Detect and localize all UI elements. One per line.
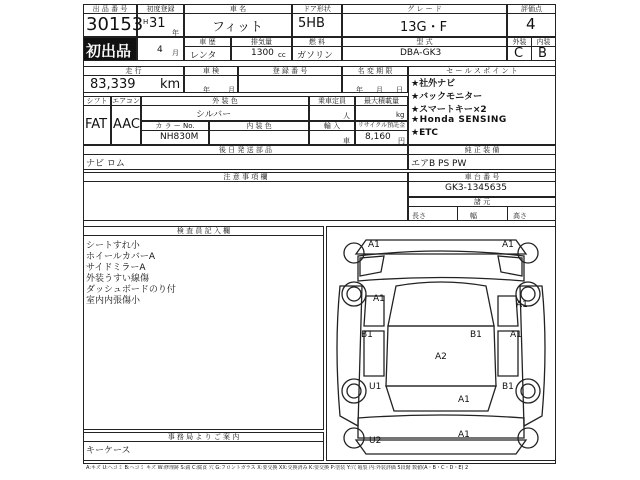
mileage: 83,339 — [90, 77, 136, 92]
color-no: NH830M — [160, 132, 199, 142]
mark-a2: A2 — [435, 352, 447, 362]
mark-a1-rear: A1 — [458, 395, 470, 405]
first-reg-label: 初度登録 — [146, 5, 175, 13]
sales-point-5: ★ETC — [411, 128, 438, 138]
rear-bumper-outline — [356, 440, 526, 454]
displacement: 1300 — [251, 48, 274, 58]
inspection-label: 車 検 — [202, 67, 220, 75]
wheel-rear-left — [342, 379, 366, 403]
inspection-year-unit: 年 — [203, 86, 210, 94]
registration-label: 登 録 番 号 — [272, 67, 308, 75]
mark-u2: U2 — [369, 436, 382, 446]
interior-grade: B — [538, 46, 547, 61]
inspector-item-1: シートすれ小 — [86, 241, 140, 251]
wheel-rear-right — [516, 379, 540, 403]
color-no-label: カ ラ ー No. — [155, 122, 195, 130]
recycle-fee: 8,160 — [365, 132, 391, 142]
transfer-year-unit: 年 — [356, 86, 363, 94]
inspection-month-unit: 月 — [228, 86, 235, 94]
notes-label: 注 意 事 項 欄 — [223, 173, 268, 181]
rear-deck-outline — [358, 415, 524, 438]
office-value: キーケース — [86, 446, 131, 456]
inspector-item-5: ダッシュボードのり付 — [86, 285, 176, 295]
mark-b1-left: B1 — [361, 330, 373, 340]
legend-text: A:キズ U:へコミ B:ヘコミ キズ W:修理跡 S:錆 C:腐食 穴 G:フロントガラス X:要交換 XX:交換済み K:要交換 P:塗装 Y:穴 亀裂 内:外装評価 5段階 数値(A・B・C・D・E) 2 — [86, 465, 469, 471]
load-label: 最大積載量 — [364, 97, 399, 105]
registration-cell — [238, 75, 342, 93]
genuine-value: エアB PS PW — [411, 159, 467, 169]
color: シルバー — [196, 110, 232, 120]
recycle-unit: 円 — [398, 137, 405, 145]
transfer-day-unit: 日 — [396, 86, 403, 94]
sales-point-1: ★社外ナビ — [411, 79, 456, 89]
mark-a1-bottom: A1 — [458, 430, 470, 440]
inspector-item-3: サイドミラーA — [86, 263, 146, 273]
mark-b1-rear: B1 — [502, 382, 514, 392]
sales-point-3: ★スマートキー×2 — [411, 105, 487, 115]
inspector-label: 検 査 員 記 入 欄 — [176, 227, 231, 235]
dim-divider-1 — [457, 206, 458, 221]
dim-divider-2 — [507, 206, 508, 221]
inspector-item-4: 外装うすい線傷 — [86, 274, 150, 284]
capacity-unit: 人 — [343, 112, 350, 120]
wheel-front-right-inner — [521, 287, 535, 301]
width-label: 幅 — [470, 212, 477, 220]
interior-label: 内装 — [536, 38, 551, 46]
model-label: 型 式 — [416, 38, 433, 46]
length-label: 長さ — [412, 212, 426, 220]
inspector-item-2: ホイールカバーA — [86, 252, 155, 262]
notes-box — [83, 181, 408, 221]
grade: 13G・F — [400, 20, 448, 35]
import-unit: 車 — [343, 137, 350, 145]
rear-glass-outline — [386, 386, 496, 411]
fuel-label: 燃 料 — [308, 38, 326, 46]
month-number: 4 — [157, 45, 163, 55]
year-era: H — [143, 18, 149, 26]
import-label: 輸 入 — [323, 122, 341, 130]
lot-number: 30153 — [86, 14, 144, 35]
fuel: ガソリン — [297, 51, 334, 61]
sales-point-2: ★バックモニター — [411, 92, 483, 102]
options-cell — [83, 154, 408, 170]
mark-a1-rear-right: A1 — [516, 300, 528, 310]
genuine-label: 純 正 装 備 — [464, 146, 500, 154]
recycle-label: リサイクル預託金 — [357, 122, 406, 129]
front-bumper-outline — [356, 240, 526, 254]
color-label: 外 装 色 — [212, 97, 238, 105]
car-name-label: 車 名 — [229, 5, 247, 13]
wheel-top-left — [344, 243, 364, 263]
shift-label: シフト — [86, 97, 108, 105]
ac-label: エアコン — [112, 97, 140, 105]
interior-color-label: 内 装 色 — [246, 122, 272, 130]
displacement-label: 排気量 — [251, 38, 272, 46]
year-number: 31 — [149, 16, 166, 31]
displacement-unit: cc — [278, 51, 286, 59]
chassis-label: 車 台 番 号 — [464, 173, 500, 181]
body-label: ドア形状 — [303, 5, 331, 13]
cabin-outline — [388, 282, 494, 326]
mileage-unit: km — [160, 77, 181, 92]
chassis-number: GK3-1345635 — [445, 183, 507, 193]
score: 4 — [526, 15, 536, 33]
options-value: ナビ ロム — [86, 159, 125, 169]
interior-color-cell — [209, 130, 309, 145]
history-label: 車 歴 — [199, 38, 216, 46]
options-label: 後 日 発 送 部 品 — [218, 146, 273, 154]
mileage-label: 走 行 — [125, 67, 142, 75]
score-label: 評価点 — [521, 5, 542, 13]
load-unit: kg — [396, 111, 405, 119]
dimensions-label: 諸 元 — [473, 198, 491, 206]
inspector-item-6: 室内内張傷小 — [86, 296, 141, 306]
capacity-label: 乗車定員 — [318, 97, 346, 105]
transfer-month-unit: 月 — [376, 86, 383, 94]
sales-points-label: セ ー ル ス ポ イ ン ト — [446, 67, 518, 75]
shift: FAT — [85, 117, 108, 132]
lot-number-label: 出 品 番 号 — [92, 5, 128, 13]
grade-label: グ レ ー ド — [407, 5, 442, 13]
exterior-grade: C — [514, 46, 524, 61]
year-unit: 年 — [172, 29, 179, 37]
car-diagram — [326, 226, 556, 461]
car-name: フィット — [212, 20, 263, 35]
mark-a1-front-right: A1 — [502, 240, 514, 250]
dimensions-cell — [408, 206, 556, 221]
mark-a1-front-left: A1 — [368, 240, 380, 250]
wheel-top-right — [518, 243, 538, 263]
history: レンタ — [190, 51, 217, 61]
wheel-front-left-inner — [347, 287, 361, 301]
office-label: 事 務 局 よ り ご 案 内 — [167, 433, 240, 441]
model-code: DBA-GK3 — [400, 48, 442, 58]
sales-point-4: ★Honda SENSING — [411, 115, 507, 125]
front-light-right — [498, 256, 522, 276]
mark-a1-right: A1 — [510, 330, 522, 340]
ac: AAC — [113, 117, 140, 132]
transfer-label: 名 変 期 限 — [357, 67, 393, 75]
front-light-left — [360, 256, 384, 276]
right-window-front — [498, 296, 518, 326]
height-label: 高さ — [513, 212, 527, 220]
exterior-label: 外装 — [512, 38, 527, 46]
mark-b1-right: B1 — [470, 330, 482, 340]
month-unit: 月 — [172, 49, 179, 57]
mark-a1-left: A1 — [373, 294, 385, 304]
left-side-outline — [337, 286, 362, 426]
first-listing-text: 初出品 — [86, 42, 132, 60]
mark-u1: U1 — [369, 382, 382, 392]
body-type: 5HB — [298, 16, 325, 31]
